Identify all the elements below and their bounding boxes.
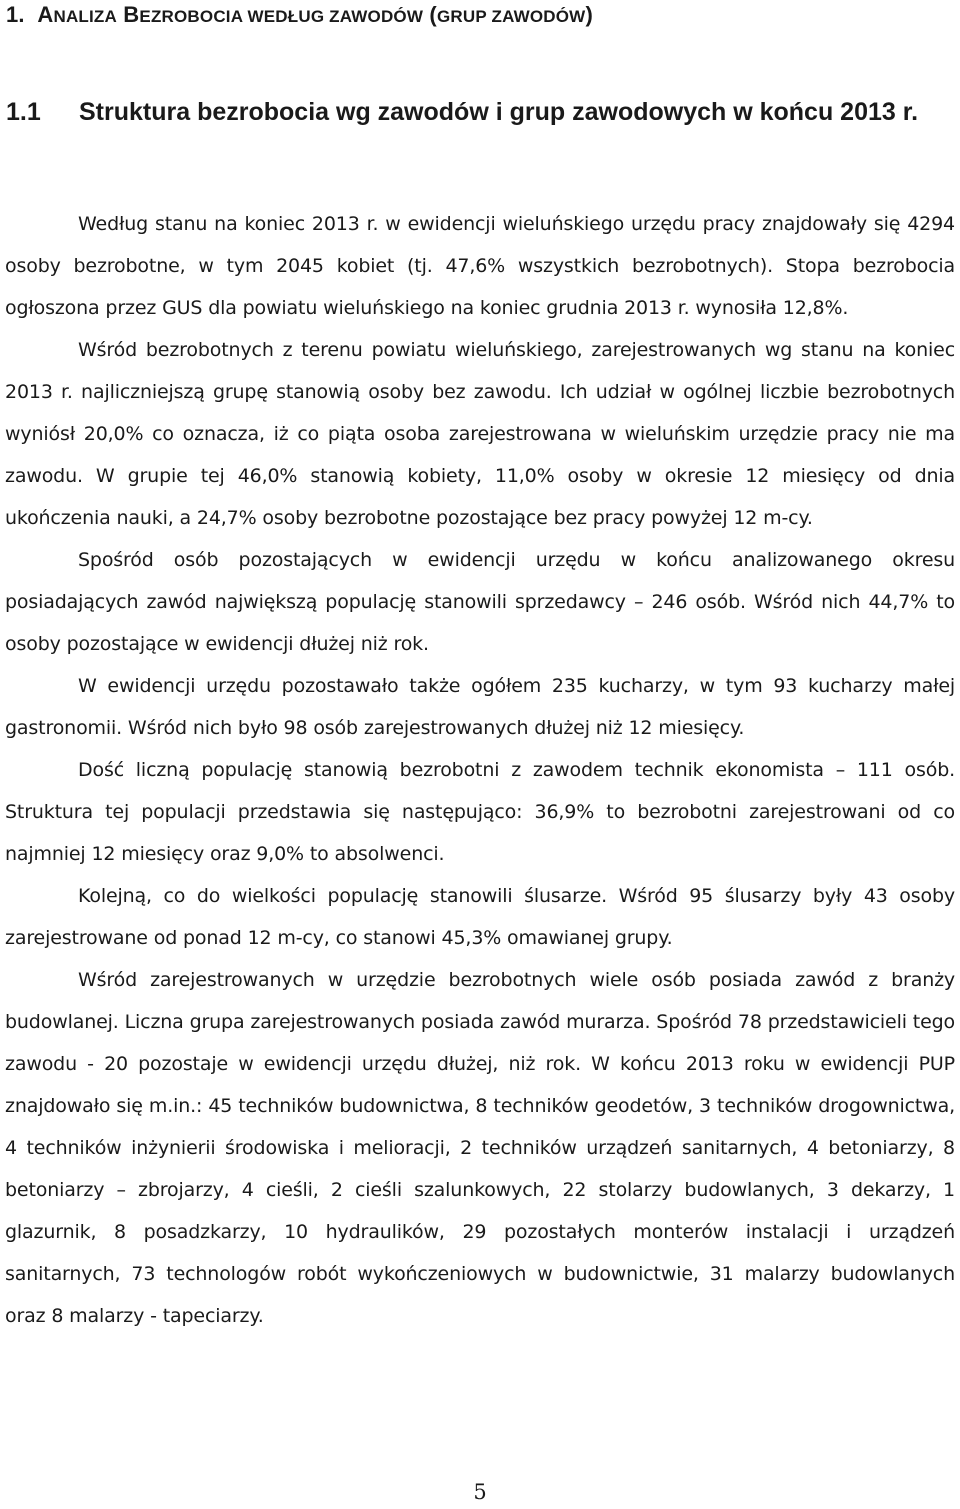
- paragraph: Spośród osób pozostających w ewidencji urzędu w końcu analizowanego okresu posiadających zawód największą populację stanowili sprzedawcy – 246 osób. Wśród nich 44,7% to osoby pozostające w ewidencji dłużej niż rok.: [5, 549, 955, 655]
- paragraph: Wśród zarejestrowanych w urzędzie bezrobotnych wiele osób posiada zawód z branży budowlanej. Liczna grupa zarejestrowanych posiada zawód murarza. Spośród 78 przedstawicieli tego zawodu - 20 pozostaje w ewidencji urzędu dłużej, niż rok. W końcu 2013 roku w ewidencji PUP znajdowało się m.in.: 45 techników budownictwa, 8 techników geodetów, 3 techników drogownictwa, 4 techników inżynierii środowiska i melioracji, 2 techników urządzeń sanitarnych, 4 betoniarzy, 8 betoniarzy – zbrojarzy, 4 cieśli, 2 cieśli szalunkowych, 22 stolarzy budowlanych, 3 dekarzy, 1 glazurnik, 8 posadzkarzy, 10 hydraulików, 29 pozostałych monterów instalacji i urządzeń sanitarnych, 73 technologów robót wykończeniowych w budownictwie, 31 malarzy budowlanych oraz 8 malarzy - tapeciarzy.: [5, 969, 955, 1327]
- section-heading: [6, 0, 946, 32]
- subsection-number: 1.1: [6, 98, 41, 126]
- paragraph: W ewidencji urzędu pozostawało także ogółem 235 kucharzy, w tym 93 kucharzy małej gastronomii. Wśród nich było 98 osób zarejestrowanych dłużej niż 12 miesięcy.: [5, 675, 955, 739]
- paragraph: Kolejną, co do wielkości populację stanowili ślusarze. Wśród 95 ślusarzy były 43 osoby zarejestrowane od ponad 12 m-cy, co stanowi 45,3% omawianej grupy.: [5, 885, 955, 949]
- section-title: ANALIZA BEZROBOCIA WEDŁUG ZAWODÓW (GRUP ZAWODÓW): [31, 2, 593, 27]
- body-text: [5, 203, 955, 1337]
- page-number: 5: [473, 1480, 487, 1504]
- paragraph: Według stanu na koniec 2013 r. w ewidencji wieluńskiego urzędu pracy znajdowały się 4294 osoby bezrobotne, w tym 2045 kobiet (tj. 47,6% wszystkich bezrobotnych). Stopa bezrobocia ogłoszona przez GUS dla powiatu wieluńskiego na koniec grudnia 2013 r. wynosiła 12,8%.: [5, 213, 955, 319]
- section-number: 1.: [6, 2, 25, 27]
- subsection-title: Struktura bezrobocia wg zawodów i grup zawodowych w końcu 2013 r.: [79, 98, 919, 126]
- subsection-heading: [6, 92, 936, 132]
- paragraph: Dość liczną populację stanowią bezrobotni z zawodem technik ekonomista – 111 osób. Struktura tej populacji przedstawia się następująco: 36,9% to bezrobotni zarejestrowani od co najmniej 12 miesięcy oraz 9,0% to absolwenci.: [5, 759, 955, 865]
- paragraph: Wśród bezrobotnych z terenu powiatu wieluńskiego, zarejestrowanych wg stanu na koniec 2013 r. najliczniejszą grupę stanowią osoby bez zawodu. Ich udział w ogólnej liczbie bezrobotnych wyniósł 20,0% co oznacza, iż co piąta osoba zarejestrowana w wieluńskim urzędzie pracy nie ma zawodu. W grupie tej 46,0% stanowią kobiety, 11,0% osoby w okresie 12 miesięcy od dnia ukończenia nauki, a 24,7% osoby bezrobotne pozostające bez pracy powyżej 12 m-cy.: [5, 339, 955, 529]
